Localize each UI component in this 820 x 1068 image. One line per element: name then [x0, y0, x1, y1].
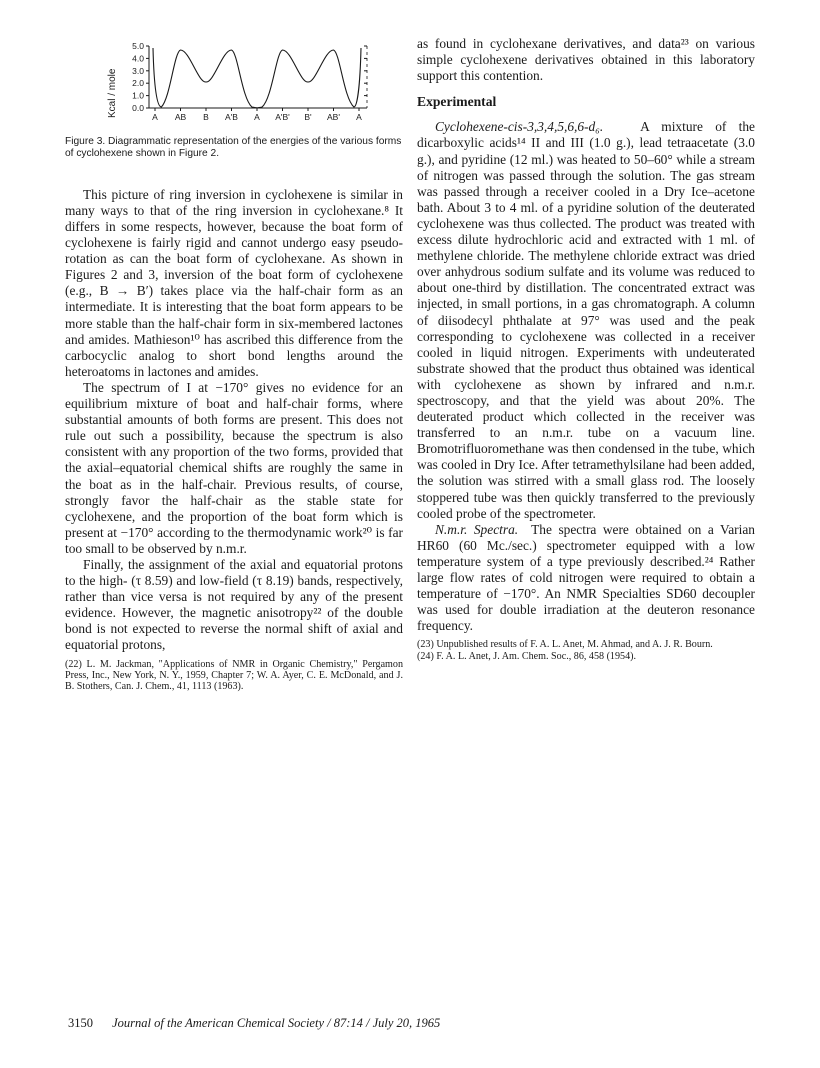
y-axis-label: Kcal / mole [107, 68, 118, 118]
page-footer [68, 1016, 440, 1031]
run-in-title-nmr: N.m.r. Spectra. [435, 521, 519, 537]
x-tick-label-3: A'B [225, 112, 238, 122]
right-paragraph-3 [417, 522, 755, 635]
page-number: 3150 [68, 1016, 93, 1030]
x-tick-label-8: A [356, 112, 362, 122]
y-tick-label-3: 2.0 [132, 78, 144, 89]
x-tick-label-5: A'B' [275, 112, 290, 122]
right-paragraph-1: as found in cyclohexane derivatives, and data²³ on various simple cyclohexene derivatives obtained in this laboratory support this contention. [417, 36, 755, 84]
y-tick-label-2: 3.0 [132, 65, 144, 76]
left-paragraph-2: The spectrum of I at −170° gives no evidence for an equilibrium mixture of boat and half-chair forms, where substantial amounts of both forms are present. This does not rule out such a possibility, because the spectrum is also consistent with any proportion of the two forms, provided that the axial–equatorial chemical shifts are roughly the same in the boat as in the half-chair. Previous results, of course, strongly favor the half-chair as the stable state for cyclohexene, and the proportion of the boat form which is present at −170° according to the thermodynamic work²⁰ is far too small to be observed by n.m.r. [65, 379, 403, 556]
right-paragraph-2 [417, 119, 755, 521]
left-column [65, 36, 403, 693]
y-tick-label-5: 0.0 [132, 103, 144, 113]
left-paragraph-3: Finally, the assignment of the axial and equatorial protons to the high- (τ 8.59) and low-field (τ 8.19) bands, respectively, rather than vice versa is not required by any of the present evidence. However, the magnetic anisotropy²² of the double bond is not expected to reverse the normal shift of axial and equatorial protons, [65, 556, 403, 653]
figure-3 [65, 36, 403, 126]
y-tick-label-0: 5.0 [132, 41, 144, 51]
footnote-22: (22) L. M. Jackman, "Applications of NMR in Organic Chemistry," Pergamon Press, Inc., New York, N. Y., 1959, Chapter 7; W. A. Ayer, C. E. McDonald, and J. B. Stothers, Can. J. Chem., 41, 1113 (1963). [65, 658, 403, 693]
x-tick-label-6: B' [304, 112, 312, 122]
right-column [417, 36, 755, 662]
journal-citation: Journal of the American Chemical Society / 87:14 / July 20, 1965 [112, 1016, 441, 1030]
x-tick-label-4: A [254, 112, 260, 122]
figure-caption: Figure 3. Diagrammatic representation of the energies of the various forms of cyclohexene shown in Figure 2. [65, 136, 402, 160]
x-tick-label-7: AB' [327, 112, 340, 122]
footnote-24: (24) F. A. L. Anet, J. Am. Chem. Soc., 86, 458 (1954). [417, 650, 637, 662]
right-paragraph-3-body: The spectra were obtained on a Varian HR60 (60 Mc./sec.) spectrometer equipped with a low temperature system of a type previously described.²⁴ Rather large flow rates of cold nitrogen were required to obtain a temperature of −170°. An NMR Specialties SD60 decoupler was used for double irradiation at the deuteron resonance frequency. [417, 521, 755, 634]
section-heading-experimental: Experimental [417, 94, 497, 110]
x-tick-label-1: AB [174, 112, 187, 122]
y-tick-label-4: 1.0 [132, 90, 144, 101]
footnote-23: (23) Unpublished results of F. A. L. Anet, M. Ahmad, and A. J. R. Bourn. [417, 639, 713, 651]
energy-curve [153, 48, 361, 108]
run-in-title-cyclohexene: Cyclohexene-cis-3,3,4,5,6,6-d₆. [435, 119, 604, 135]
y-tick-label-1: 4.0 [132, 53, 144, 64]
x-tick-label-0: A [152, 112, 158, 122]
left-paragraph-1: This picture of ring inversion in cyclohexene is similar in many ways to that of the ring inversion in cyclohexane.⁸ It differs in some respects, however, because the boat form of cyclohexene is fairly rigid and cannot undergo easy pseudo-rotation as can the boat form of cyclohexane. As shown in Figures 2 and 3, inversion of the boat form of cyclohexene (e.g., B → B′) takes place via the half-chair form as an intermediate. It is interesting that the boat form appears to be more stable than the half-chair form in six-membered lactones and amides. Mathieson¹⁰ has ascribed this difference from the carbocyclic analog to short bond lengths around the heteroatoms in lactones and amides. [65, 186, 403, 379]
right-paragraph-2-body: A mixture of the dicarboxylic acids¹⁴ II and III (1.0 g.), lead tetraacetate (3.0 g.), and pyridine (12 ml.) was heated to 50–60° while a stream of nitrogen was passed through the solution. The gas stream was passed through a receiver cooled in a Dry Ice–acetone bath. About 3 to 4 ml. of a pyridine solution of the deuterated cyclohexene was thus collected. The product was treated with excess dilute hydrochloric acid and extracted with 1 ml. of methylene chloride. The methylene chloride extract was dried over anhydrous sodium sulfate and its volume was reduced to about one-third by distillation. The concentrated extract was injected, in small portions, in a gas chromatograph. A column of diisodecyl phthalate at 97° was used and the peak corresponding to cyclohexene was collected in a receiver cooled in liquid nitrogen. Experiments with undeuterated substrate showed that the product thus obtained was identical with cyclohexene as shown by infrared and n.m.r. spectroscopy, and that the yield was about 20%. The deuterated product which collected in the receiver was transferred to an n.m.r. tube on a vacuum line. Bromotrifluoromethane was then condensed in the tube, which was cooled in Dry Ice. After tetramethylsilane had been added, the solution was stirred with a small glass rod. The loosely stoppered tube was then quickly transferred to the previously cooled probe of the spectrometer. [417, 119, 756, 521]
x-tick-label-2: B [203, 112, 209, 122]
